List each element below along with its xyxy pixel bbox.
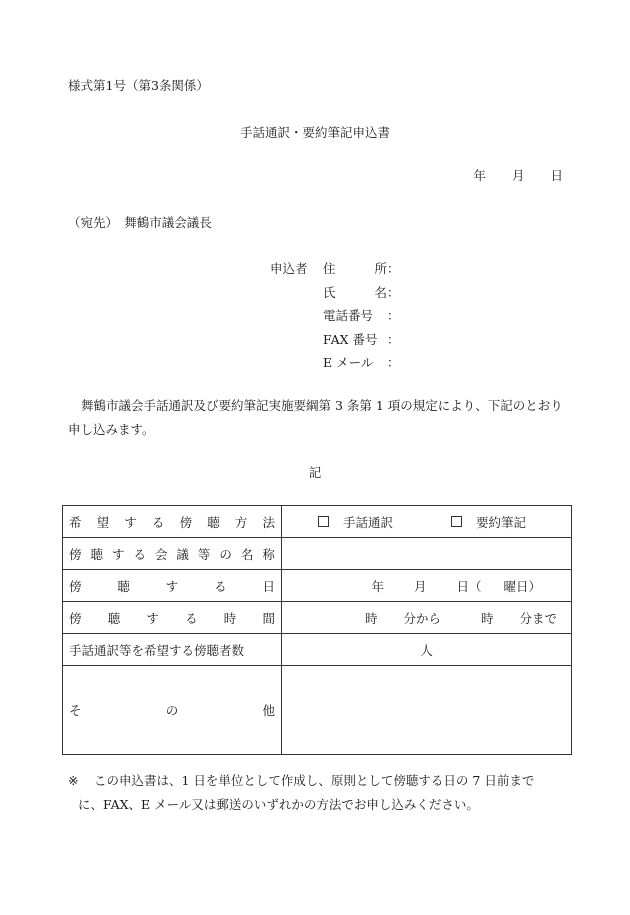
time-field[interactable]: 時 分から 時 分まで <box>282 602 572 634</box>
fax-label: FAX 番号 <box>323 331 378 347</box>
checkbox-icon[interactable] <box>451 516 462 527</box>
document-title: 手話通訳・要約筆記申込書 <box>239 125 390 140</box>
note-mark: ※ <box>68 773 79 788</box>
ki-heading: 記 <box>308 465 322 480</box>
table-row-count <box>63 634 572 666</box>
phone-label: 電話番号 <box>323 308 374 323</box>
other-label: そ の 他 <box>63 666 282 755</box>
date-year-label: 年 <box>473 168 486 183</box>
address-colon: ： <box>387 261 400 276</box>
count-label: 手話通訳等を希望する傍聴者数 <box>63 634 282 666</box>
count-unit: 人 <box>420 642 433 658</box>
application-date <box>473 166 563 184</box>
applicant-heading: 申込者 <box>270 261 308 276</box>
address-label: 住 所 <box>323 261 387 276</box>
email-label: E メール <box>323 355 374 370</box>
option-sign-language[interactable]: 手話通訳 <box>318 513 393 531</box>
email-colon: ： <box>387 355 400 370</box>
other-field[interactable] <box>282 666 572 755</box>
table-row-other <box>63 666 572 755</box>
date-month-label: 月 <box>511 168 525 183</box>
table-row-method <box>63 506 572 538</box>
name-label: 氏 名 <box>323 284 387 300</box>
application-table <box>62 505 572 755</box>
note-line-2: に、FAX、E メール又は郵送のいずれかの方法でお申し込みください。 <box>78 797 479 812</box>
intro-paragraph: 舞鶴市議会手話通訳及び要約筆記実施要綱第 3 条第 1 項の規定により、下記のとおり申し込みます。 <box>68 398 563 437</box>
meeting-label: 傍 聴 す る 会 議 等 の 名 称 <box>63 538 282 570</box>
applicant-block <box>270 259 400 377</box>
day-field[interactable]: 年 月 日（ 曜日） <box>282 570 572 602</box>
table-row-day <box>63 570 572 602</box>
day-label: 傍 聴 す る 日 <box>63 570 282 602</box>
form-number: 様式第1号（第3条関係） <box>68 78 209 93</box>
count-field[interactable] <box>282 634 572 666</box>
footnote <box>68 769 568 817</box>
table-row-time <box>63 602 572 634</box>
name-colon: ： <box>387 284 400 300</box>
fax-colon: ： <box>387 331 400 347</box>
option-summary-writing[interactable]: 要約筆記 <box>451 513 526 531</box>
method-label: 希 望 す る 傍 聴 方 法 <box>63 506 282 538</box>
phone-colon: ： <box>387 308 400 323</box>
date-day-label: 日 <box>550 168 563 183</box>
time-label: 傍 聴 す る 時 間 <box>63 602 282 634</box>
method-options <box>282 506 572 538</box>
table-row-meeting <box>63 538 572 570</box>
note-line-1: この申込書は、1 日を単位として作成し、原則として傍聴する日の 7 日前まで <box>94 773 535 788</box>
checkbox-icon[interactable] <box>318 516 329 527</box>
meeting-name-field[interactable] <box>282 538 572 570</box>
addressee: （宛先） 舞鶴市議会議長 <box>68 215 212 230</box>
